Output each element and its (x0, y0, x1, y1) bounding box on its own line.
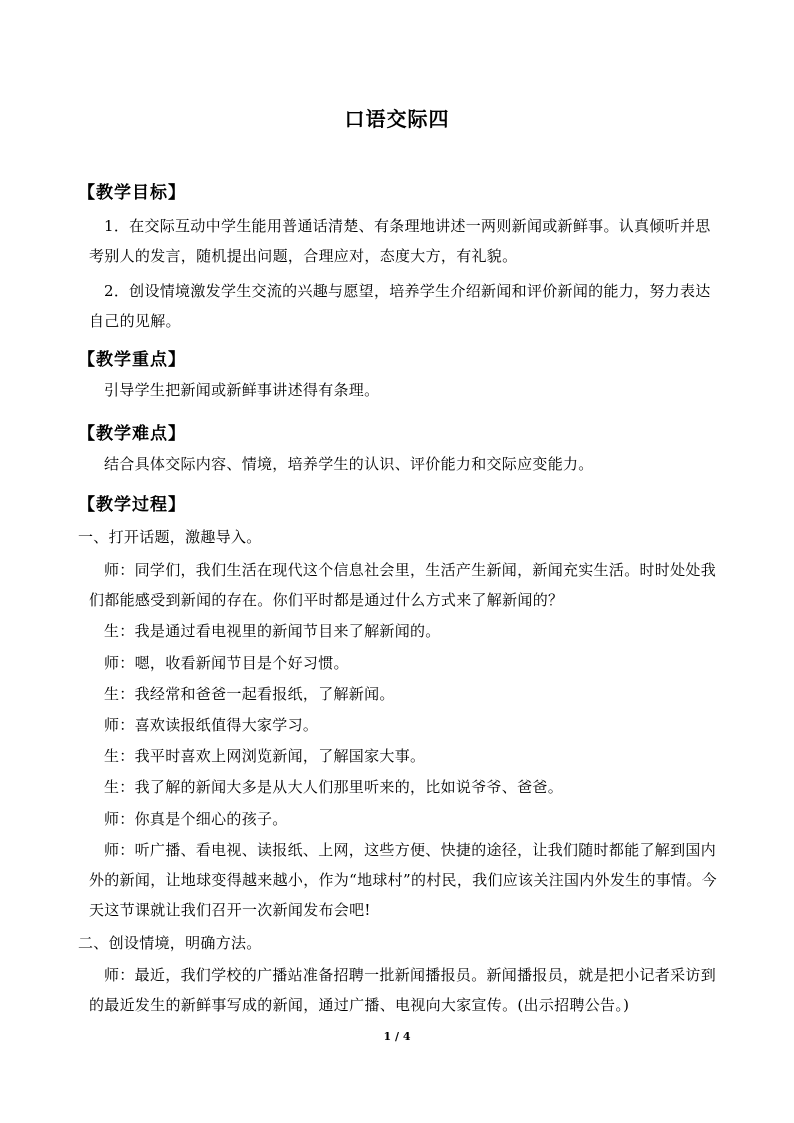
heading-process: 【教学过程】 (78, 495, 186, 515)
step2-line-1: 师：最近，我们学校的广播站准备招聘一批新闻播报员。新闻播报员，就是把小记者采访到的最近发生的新鲜事写成的新闻，通过广播、电视向大家宣传。(出示招聘公告。) (89, 966, 717, 1014)
page-number: 1 / 4 (383, 1030, 411, 1043)
dialogue-line-6: 生：我平时喜欢上网浏览新闻，了解国家大事。 (104, 747, 426, 765)
dialogue-line-2: 生：我是通过看电视里的新闻节目来了解新闻的。 (104, 622, 441, 640)
step1-title: 一、打开话题，激趣导入。 (78, 528, 262, 546)
dialogue-line-9: 师：听广播、看电视、读报纸、上网，这些方便、快捷的途径，让我们随时都能了解到国内外的新闻，让地球变得越来越小，作为“地球村”的村民，我们应该关注国内外发生的事情。今天这节课就让我们召开一次新闻发布会吧! (89, 841, 717, 919)
goal-item-2: 2．创设情境激发学生交流的兴趣与愿望，培养学生介绍新闻和评价新闻的能力，努力表达自己的见解。 (89, 282, 711, 330)
dialogue-line-8: 师：你真是个细心的孩子。 (104, 810, 288, 828)
step2-title: 二、创设情境，明确方法。 (78, 934, 262, 952)
dialogue-line-1: 师：同学们，我们生活在现代这个信息社会里，生活产生新闻，新闻充实生活。时时处处我们都能感受到新闻的存在。你们平时都是通过什么方式来了解新闻的？ (89, 561, 717, 609)
difficulties-text: 结合具体交际内容、情境，培养学生的认识、评价能力和交际应变能力。 (104, 455, 594, 473)
heading-key-points: 【教学重点】 (78, 350, 186, 370)
dialogue-line-4: 生：我经常和爸爸一起看报纸，了解新闻。 (104, 685, 395, 703)
heading-difficulties: 【教学难点】 (78, 424, 186, 444)
heading-goals: 【教学目标】 (78, 183, 186, 203)
page-title: 口语交际四 (344, 107, 450, 131)
dialogue-line-3: 师：嗯，收看新闻节目是个好习惯。 (104, 654, 349, 672)
dialogue-line-7: 生：我了解的新闻大多是从大人们那里听来的，比如说爷爷、爸爸。 (104, 778, 564, 796)
goal-item-1: 1．在交际互动中学生能用普通话清楚、有条理地讲述一两则新闻或新鲜事。认真倾听并思考别人的发言，随机提出问题，合理应对，态度大方，有礼貌。 (89, 217, 711, 265)
dialogue-line-5: 师：喜欢读报纸值得大家学习。 (104, 716, 319, 734)
key-points-text: 引导学生把新闻或新鲜事讲述得有条理。 (104, 381, 380, 399)
